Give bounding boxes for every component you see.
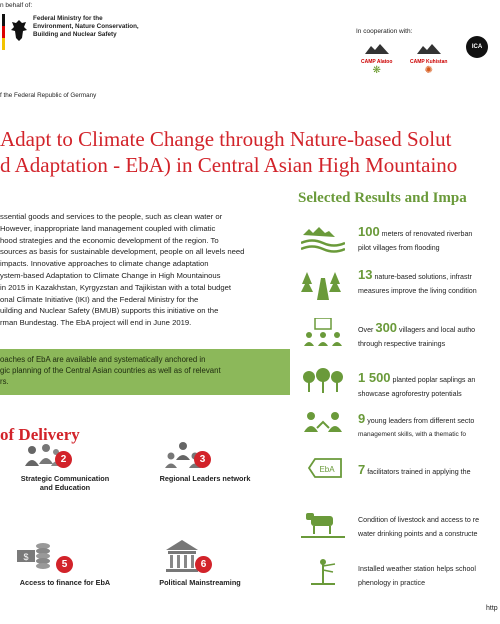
- delivery-label-political-mainstreaming: [140, 578, 260, 587]
- forest-road-icon: [301, 270, 345, 300]
- camp-kuhistan-logo: [410, 41, 447, 76]
- delivery-label-regional-leaders: [150, 474, 260, 483]
- result-text: water drinking points and a constructe: [358, 530, 478, 538]
- result-text: through respective trainings: [358, 340, 446, 348]
- result-text: meters of renovated riverban: [379, 230, 473, 238]
- result-number: 13: [358, 267, 373, 282]
- result-text: young leaders from different secto: [365, 417, 475, 425]
- result-number: 300: [375, 320, 398, 335]
- results-heading: Selected Results and Impa: [298, 190, 467, 206]
- body-line: impacts. Innovative approaches to climate change adaptation: [0, 259, 209, 269]
- delivery-number-badge: 6: [195, 556, 212, 573]
- goal-line: gic planning of the Central Asian countries as well as of relevant: [0, 366, 221, 375]
- svg-text:EbA: EbA: [319, 465, 335, 474]
- goal-line: oaches of EbA are available and systematically anchored in: [0, 355, 206, 364]
- result-number: 9: [358, 411, 366, 426]
- federal-republic-label: f the Federal Republic of Germany: [0, 92, 97, 99]
- goal-line: rs.: [0, 377, 9, 386]
- training-people-icon: [301, 318, 345, 348]
- body-line: in 2015 in Kazakhstan, Kyrgyzstan and Tajikistan with a total budget: [0, 282, 232, 292]
- young-leaders-icon: [301, 408, 345, 438]
- body-line: However, inappropriate land management coupled with climatic: [0, 223, 216, 233]
- result-text: phenology in practice: [358, 579, 426, 587]
- result-item-livestock: [358, 513, 479, 541]
- result-text: facilitators trained in applying the: [365, 468, 471, 476]
- result-item-young-leaders: [358, 412, 474, 442]
- result-number: 100: [358, 224, 380, 239]
- intro-paragraph: [0, 211, 288, 329]
- result-text: management skills, with a thematic fo: [358, 431, 467, 438]
- livestock-icon: [301, 508, 345, 538]
- body-line: hood strategies and the economic development of the region. To: [0, 235, 219, 245]
- logo-2-label: CAMP Kuhistan: [410, 59, 448, 65]
- body-line: sources as basis for sustainable development, people on all levels need: [0, 247, 245, 257]
- cooperation-label: In cooperation with:: [356, 28, 413, 35]
- government-building-icon: [162, 536, 202, 576]
- ministry-name: [33, 15, 139, 39]
- eba-sign-icon: [301, 455, 345, 485]
- result-text: Condition of livestock and access to re: [358, 516, 480, 524]
- page-title: [0, 126, 500, 178]
- delivery-heading: of Delivery: [0, 425, 80, 444]
- svg-text:$: $: [23, 552, 29, 562]
- ministry-line-1: Federal Ministry for the: [33, 15, 103, 22]
- result-text: pilot villages from flooding: [358, 244, 440, 252]
- snowflake-icon: ❋: [372, 65, 381, 76]
- result-item-nature-based-solutions: [358, 268, 477, 298]
- ministry-line-2: Environment, Nature Conservation,: [33, 23, 139, 30]
- body-line: ystem-based Adaptation to Climate Change in High Mountainous: [0, 270, 221, 280]
- german-flag-stripe: [2, 14, 5, 50]
- on-behalf-label: n behalf of:: [0, 2, 33, 9]
- result-item-weather-station: [358, 562, 476, 590]
- delivery-label-line: Strategic Communication: [20, 474, 110, 483]
- project-goal-box: [0, 349, 290, 395]
- body-line: ssential goods and services to the people, such as clean water or: [0, 212, 223, 221]
- delivery-label-line: and Education: [39, 483, 91, 492]
- footer-url[interactable]: http: [486, 605, 498, 612]
- delivery-number-badge: 3: [194, 451, 211, 468]
- result-text: measures improve the living condition: [358, 287, 477, 295]
- delivery-label-strategic-communication: [10, 474, 120, 492]
- delivery-number-badge: 2: [55, 451, 72, 468]
- trees-icon: [301, 367, 345, 397]
- logo-1-label: CAMP Alatoo: [361, 59, 393, 65]
- delivery-number-badge: 5: [56, 556, 73, 573]
- result-number: 7: [358, 462, 366, 477]
- sun-ornament-icon: ✺: [424, 65, 433, 76]
- delivery-label-finance: [10, 578, 120, 587]
- result-item-villagers-trained: [358, 321, 475, 351]
- result-text: Installed weather station helps school: [358, 565, 476, 573]
- camp-alatoo-logo: [361, 41, 392, 76]
- weather-station-icon: [301, 556, 345, 586]
- result-item-poplar-saplings: [358, 371, 475, 401]
- riverbank-icon: [301, 223, 345, 253]
- logo-3-label: ICA: [466, 36, 488, 58]
- body-line: rman Bundestag. The EbA project will end in June 2019.: [0, 318, 192, 328]
- result-text: nature-based solutions, infrastr: [372, 273, 472, 281]
- result-text: planted poplar saplings an: [390, 376, 476, 384]
- delivery-label-line: Regional Leaders network: [159, 474, 251, 483]
- result-text: Over: [358, 326, 376, 334]
- result-text: showcase agroforestry potentials: [358, 390, 462, 398]
- result-item-riverbank: [358, 225, 472, 255]
- delivery-label-line: Political Mainstreaming: [159, 578, 241, 587]
- ministry-line-3: Building and Nuclear Safety: [33, 31, 117, 38]
- federal-eagle-icon: [10, 18, 28, 42]
- ica-logo: [466, 35, 488, 58]
- body-line: onal Climate Initiative (IKI) and the Federal Ministry for the: [0, 294, 199, 304]
- title-line-1: Adapt to Climate Change through Nature-based Solut: [0, 127, 452, 151]
- result-text: villagers and local autho: [397, 326, 476, 334]
- body-line: uilding and Nuclear Safety (BMUB) supports this initiative on the: [0, 306, 219, 316]
- title-line-2: d Adaptation - EbA) in Central Asian High Mountaino: [0, 153, 458, 177]
- result-number: 1 500: [358, 370, 391, 385]
- result-item-facilitators: [358, 463, 471, 479]
- finance-coins-icon: [15, 536, 55, 576]
- delivery-label-line: Access to finance for EbA: [19, 578, 111, 587]
